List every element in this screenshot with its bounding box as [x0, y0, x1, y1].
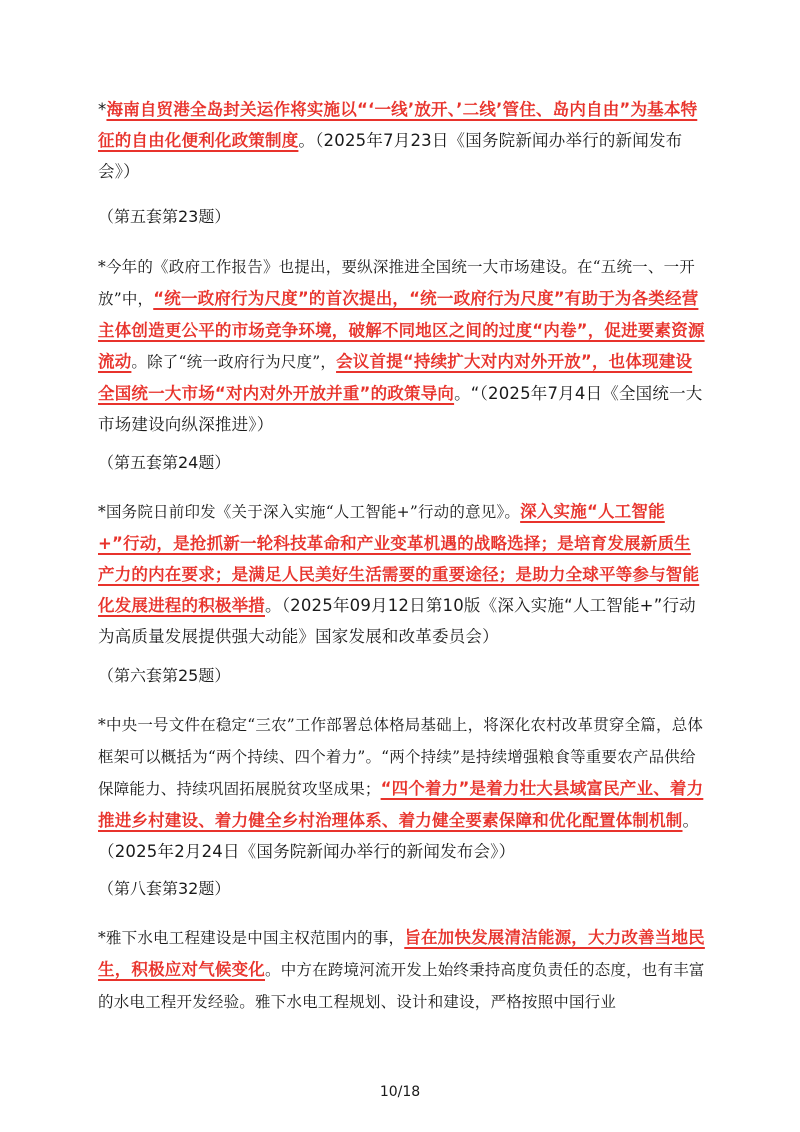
- page-number: 10/18: [379, 1084, 421, 1100]
- question-heading: （第六套第25题）: [98, 666, 231, 685]
- highlight-text: “四个着力”是着力壮大县域富民产业、着力推进乡村建设、着力健全乡村治理体系、着力健全要素保障和优化配置体制机制: [98, 779, 704, 830]
- question-heading: （第五套第23题）: [98, 207, 231, 226]
- question-heading: （第五套第24题）: [98, 453, 231, 472]
- highlight-text: 海南自贸港全岛封关运作将实施以“‘一线’放开、’二线’管住、岛内自由”为基本特征的自由化便利化政策制度: [98, 100, 698, 150]
- entry-hainan: [98, 94, 706, 187]
- question-heading: （第八套第32题）: [98, 879, 231, 898]
- entry-hydropower: [98, 922, 706, 1018]
- middle-text: 。除了“统一政府行为尺度”，: [131, 353, 337, 371]
- intro-text: *雅下水电工程建设是中国主权范围内的事，: [98, 929, 405, 947]
- source-citation: 。（2025年2月24日《国务院新闻办举行的新闻发布会》）: [98, 811, 700, 861]
- entry-rural: [98, 709, 706, 867]
- bullet-star: *: [98, 100, 107, 119]
- intro-text: *中央一号文件在稳定“三农”工作部署总体格局基础上，将深化农村改革贯穿全篇，总体框架可以概括为“两个持续、四个着力”。“两个持续”是持续增强粮食等重要农产品供给保障能力、持续巩固拓展脱贫攻坚成果；: [98, 716, 704, 798]
- body-text: 。中方在跨境河流开发上始终秉持高度负责任的态度，也有丰富的水电工程开发经验。雅下水电工程规划、设计和建设，严格按照中国行业: [98, 961, 705, 1011]
- highlight-text: 会议首提“持续扩大对内对外开放”，也体现建设全国统一大市场“对内对外开放并重”的政策导向: [98, 352, 693, 403]
- intro-text: *国务院日前印发《关于深入实施“人工智能+”行动的意见》。: [98, 503, 521, 521]
- source-citation: 。（2025年7月23日《国务院新闻办举行的新闻发布会》）: [98, 131, 683, 181]
- highlight-text: “统一政府行为尺度”的首次提出，“统一政府行为尺度”有助于为各类经营主体创造更公平的市场竞争环境，破解不同地区之间的过度“内卷”，促进要素资源流动: [98, 289, 705, 371]
- highlight-text: 深入实施“人工智能+”行动，是抢抓新一轮科技革命和产业变革机遇的战略选择；是培育发展新质生产力的内在要求；是满足人民美好生活需要的重要途径；是助力全球平等参与智能化发展进程的积极举措: [98, 502, 700, 615]
- source-citation: 。（2025年09月12日第10版《深入实施“人工智能+”行动 为高质量发展提供强大动能》国家发展和改革委员会）: [98, 596, 696, 646]
- entry-ai-plus: [98, 496, 706, 652]
- intro-text: *今年的《政府工作报告》也提出，要纵深推进全国统一大市场建设。在“五统一、一开放”中，: [98, 258, 695, 308]
- source-citation: 。“（2025年7月4日《全国统一大市场建设向纵深推进》）: [98, 384, 703, 434]
- entry-unified-market: [98, 251, 706, 440]
- highlight-text: 旨在加快发展清洁能源，大力改善当地民生，积极应对气候变化: [98, 928, 705, 979]
